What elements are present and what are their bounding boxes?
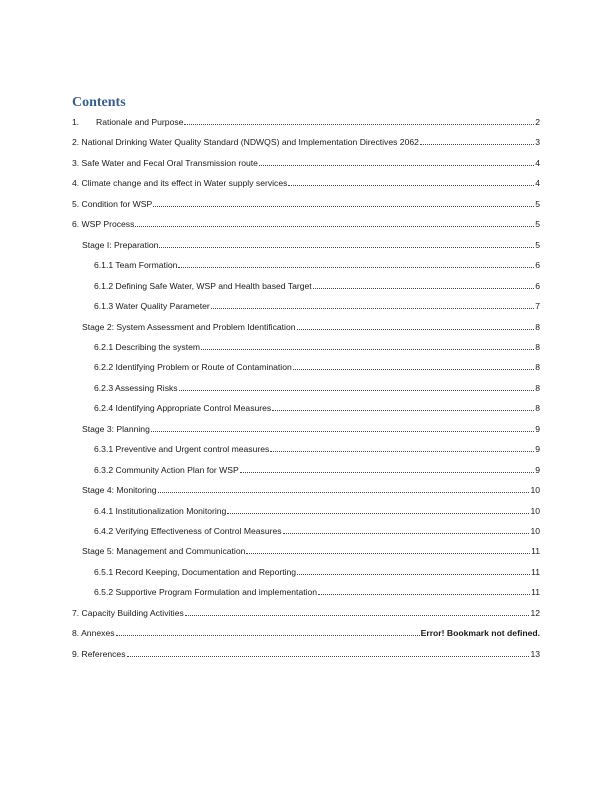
- toc-entry-page-number: 8: [535, 322, 540, 332]
- toc-entry-page-number: 12: [530, 608, 540, 618]
- dot-leader: [288, 185, 534, 186]
- toc-entry[interactable]: [72, 196, 540, 210]
- toc-entry-title: 6.1.3 Water Quality Parameter: [94, 301, 210, 311]
- toc-entry-title: 3. Safe Water and Fecal Oral Transmission route: [72, 158, 258, 168]
- toc-entry[interactable]: [72, 216, 540, 230]
- toc-entry-title: Rationale and Purpose: [96, 117, 184, 127]
- toc-entry[interactable]: [72, 155, 540, 169]
- dot-leader: [259, 165, 534, 166]
- dot-leader: [201, 349, 534, 350]
- dot-leader: [313, 288, 535, 289]
- toc-entry-page-number: 9: [535, 424, 540, 434]
- toc-entry-title: 6.3.2 Community Action Plan for WSP: [94, 465, 239, 475]
- toc-entry[interactable]: [72, 114, 540, 128]
- toc-entry-title: 6. WSP Process: [72, 219, 135, 229]
- dot-leader: [240, 472, 534, 473]
- dot-leader: [179, 390, 535, 391]
- toc-entry[interactable]: [82, 543, 540, 557]
- toc-entry-page-number: 11: [531, 567, 540, 577]
- toc-entry[interactable]: [94, 298, 540, 312]
- toc-entry-title: Stage 5: Management and Communication: [82, 546, 246, 556]
- dot-leader: [293, 369, 534, 370]
- dot-leader: [116, 635, 420, 636]
- toc-entry-title: 2. National Drinking Water Quality Standard (NDWQS) and Implementation Directives 2062: [72, 137, 419, 147]
- toc-entry[interactable]: [72, 625, 540, 639]
- toc-entry-page-number: 9: [535, 465, 540, 475]
- dot-leader: [227, 513, 529, 514]
- toc-entry-page-number: 8: [535, 342, 540, 352]
- toc-entry[interactable]: [94, 278, 540, 292]
- toc-entry-title: 6.2.4 Identifying Appropriate Control Measures: [94, 403, 272, 413]
- dot-leader: [127, 656, 530, 657]
- toc-entry-title: Stage 3: Planning: [82, 424, 150, 434]
- toc-entry-page-number: 2: [535, 117, 540, 127]
- toc-entry[interactable]: [82, 421, 540, 435]
- toc-heading: Contents: [72, 95, 126, 110]
- toc-entry-page-number: 7: [535, 301, 540, 311]
- toc-entry-page-number: 11: [531, 587, 540, 597]
- dot-leader: [135, 226, 534, 227]
- toc-entry-title: Stage 2: System Assessment and Problem Identification: [82, 322, 296, 332]
- toc-entry-title: 7. Capacity Building Activities: [72, 608, 184, 618]
- toc-entry-page-number: 4: [535, 178, 540, 188]
- dot-leader: [297, 574, 530, 575]
- dot-leader: [270, 451, 534, 452]
- toc-entry-page-number: Error! Bookmark not defined.: [420, 628, 540, 638]
- toc-entry-page-number: 6: [535, 281, 540, 291]
- dot-leader: [178, 267, 534, 268]
- toc-entry[interactable]: [94, 503, 540, 517]
- toc-entry-page-number: 6: [535, 260, 540, 270]
- toc-entry-page-number: 10: [530, 526, 540, 536]
- toc-entry-title: 6.2.1 Describing the system: [94, 342, 201, 352]
- toc-entry-number: 1.: [72, 117, 80, 127]
- toc-entry-title: Stage 4: Monitoring: [82, 485, 157, 495]
- toc-entry-title: 6.5.1 Record Keeping, Documentation and Reporting: [94, 567, 297, 577]
- toc-entry[interactable]: [94, 257, 540, 271]
- toc-entry[interactable]: [94, 359, 540, 373]
- toc-entry[interactable]: [94, 339, 540, 353]
- toc-entry[interactable]: [94, 462, 540, 476]
- toc-entry-title: 6.2.2 Identifying Problem or Route of Contamination: [94, 362, 292, 372]
- toc-entry[interactable]: [94, 584, 540, 598]
- toc-entry-title: 5. Condition for WSP: [72, 199, 153, 209]
- dot-leader: [153, 206, 534, 207]
- toc-entry-page-number: 10: [530, 485, 540, 495]
- toc-entry-title: 6.2.3 Assessing Risks: [94, 383, 178, 393]
- toc-entry-title: 6.1.1 Team Formation: [94, 260, 178, 270]
- dot-leader: [151, 431, 534, 432]
- dot-leader: [297, 329, 535, 330]
- toc-entry-page-number: 8: [535, 403, 540, 413]
- toc-entry[interactable]: [82, 319, 540, 333]
- toc-entry[interactable]: [94, 380, 540, 394]
- toc-entry-page-number: 9: [535, 444, 540, 454]
- dot-leader: [246, 553, 530, 554]
- dot-leader: [185, 615, 530, 616]
- toc-entry-page-number: 8: [535, 362, 540, 372]
- toc-entry-title: 9. References: [72, 649, 126, 659]
- toc-entry-page-number: 13: [530, 649, 540, 659]
- dot-leader: [318, 594, 530, 595]
- toc-entry-title: 6.1.2 Defining Safe Water, WSP and Health based Target: [94, 281, 312, 291]
- dot-leader: [184, 124, 534, 125]
- toc-entry[interactable]: [72, 134, 540, 148]
- toc-entry[interactable]: [72, 646, 540, 660]
- toc-entry-title: 6.3.1 Preventive and Urgent control measures: [94, 444, 270, 454]
- toc-entry[interactable]: [72, 605, 540, 619]
- dot-leader: [272, 410, 534, 411]
- toc-entry-title: 6.4.1 Institutionalization Monitoring: [94, 506, 227, 516]
- toc-entry[interactable]: [94, 400, 540, 414]
- dot-leader: [211, 308, 534, 309]
- toc-entry[interactable]: [72, 175, 540, 189]
- toc-entry-title: 6.4.2 Verifying Effectiveness of Control Measures: [94, 526, 282, 536]
- toc-entry-page-number: 8: [535, 383, 540, 393]
- dot-leader: [283, 533, 530, 534]
- toc-entry-page-number: 5: [535, 240, 540, 250]
- dot-leader: [159, 247, 534, 248]
- dot-leader: [420, 144, 534, 145]
- toc-entry[interactable]: [82, 237, 540, 251]
- toc-entry[interactable]: [94, 564, 540, 578]
- toc-entry-title: Stage I: Preparation: [82, 240, 159, 250]
- toc-entry-page-number: 4: [535, 158, 540, 168]
- toc-entry[interactable]: [82, 482, 540, 496]
- toc-entry[interactable]: [94, 441, 540, 455]
- toc-entry-page-number: 5: [535, 199, 540, 209]
- toc-entry-page-number: 5: [535, 219, 540, 229]
- toc-entry-title: 8. Annexes: [72, 628, 115, 638]
- toc-entry-page-number: 10: [530, 506, 540, 516]
- toc-entry[interactable]: [94, 523, 540, 537]
- dot-leader: [158, 492, 530, 493]
- toc-entry-page-number: 3: [535, 137, 540, 147]
- toc-entry-title: 6.5.2 Supportive Program Formulation and implementation: [94, 587, 318, 597]
- toc-entry-title: 4. Climate change and its effect in Water supply services: [72, 178, 288, 188]
- toc-entry-page-number: 11: [531, 546, 540, 556]
